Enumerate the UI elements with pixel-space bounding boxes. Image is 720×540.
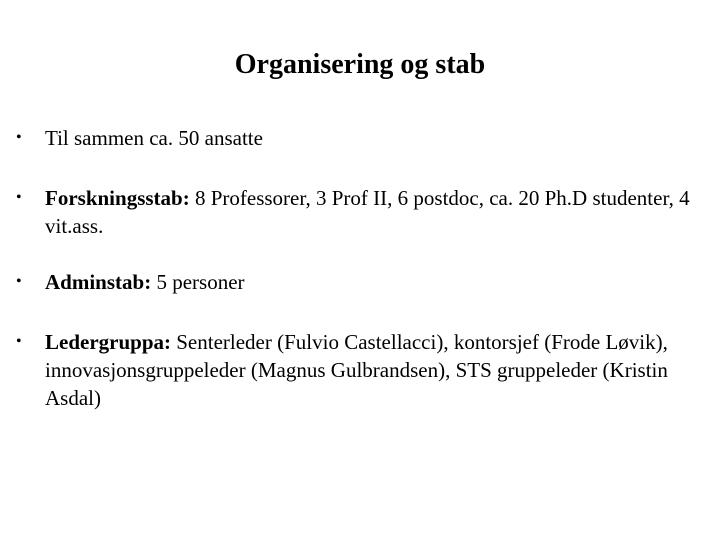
bullet-item-research-staff [16,184,696,240]
bullet-icon: • [16,273,22,290]
bullet-text: Til sammen ca. 50 ansatte [45,126,263,150]
bullet-item-admin-staff [16,268,696,296]
bullet-label: Adminstab: [45,270,152,294]
bullet-label: Forskningsstab: [45,186,190,210]
bullet-text: 8 Professorer, 3 Prof II, 6 postdoc, ca. 20 Ph.D studenter, 4 vit.ass. [45,186,690,238]
bullet-list [16,124,696,412]
bullet-icon: • [16,129,22,146]
bullet-icon: • [16,333,22,350]
bullet-label: Ledergruppa: [45,330,171,354]
bullet-text: 5 personer [151,270,245,294]
bullet-icon: • [16,189,22,206]
bullet-item-leadership [16,328,696,412]
bullet-text: Senterleder (Fulvio Castellacci), kontorsjef (Frode Løvik), innovasjonsgruppeleder (Magnus Gulbrandsen), STS gruppeleder (Kristin Asdal) [45,330,668,410]
bullet-item-total-staff [16,124,696,152]
slide-title: Organisering og stab [234,49,486,80]
